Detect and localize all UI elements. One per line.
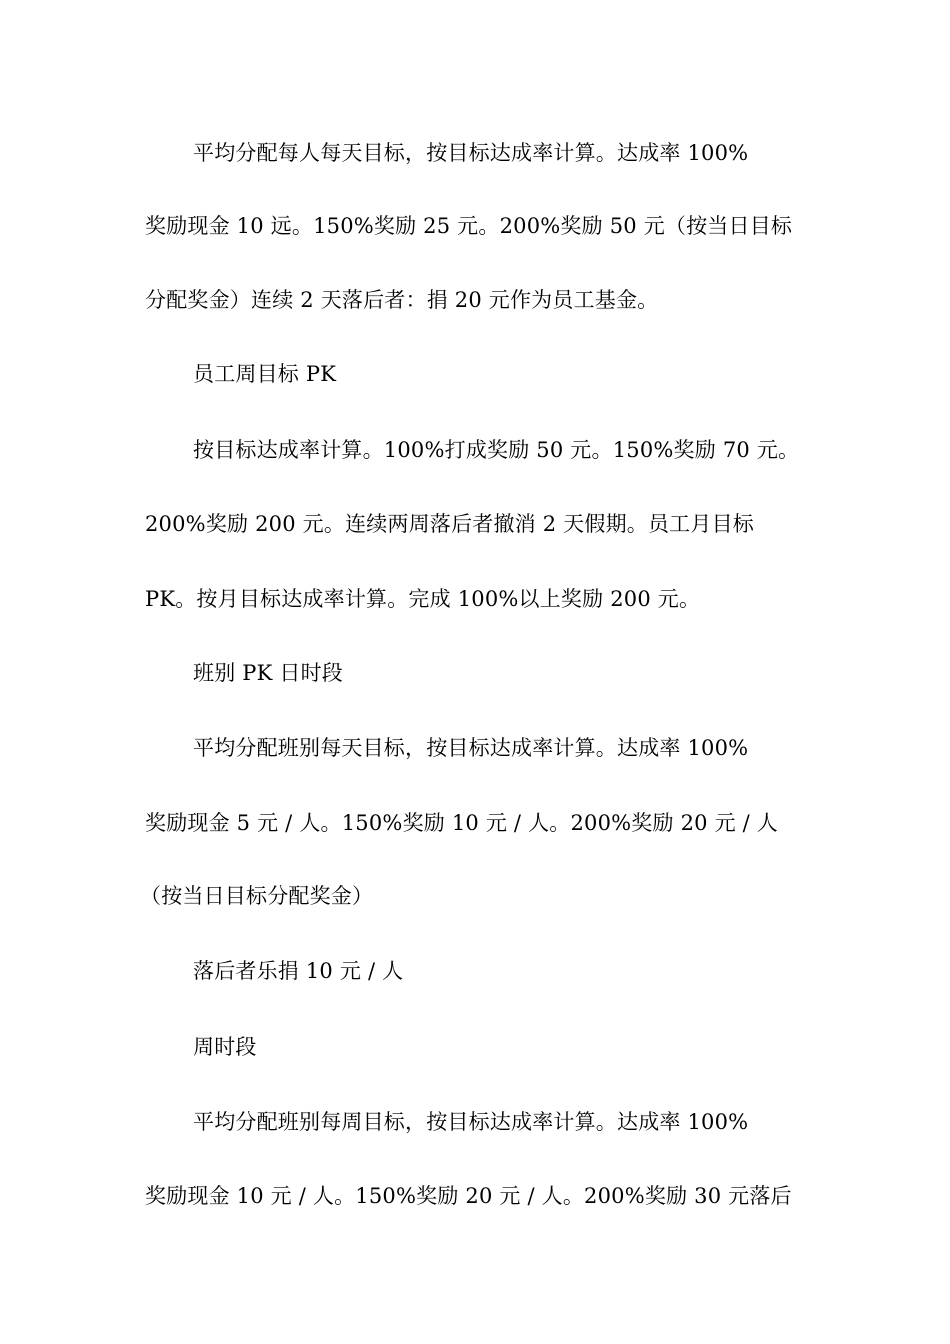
paragraph-line: 平均分配班别每周目标，按目标达成率计算。达成率 100% — [193, 1110, 749, 1134]
paragraph-line: 200%奖励 200 元。连续两周落后者撤消 2 天假期。员工月目标 — [145, 512, 754, 536]
paragraph-line: 平均分配班别每天目标，按目标达成率计算。达成率 100% — [193, 736, 749, 760]
paragraph-line: 分配奖金）连续 2 天落后者：捐 20 元作为员工基金。 — [145, 288, 659, 312]
paragraph-line: PK。按月目标达成率计算。完成 100%以上奖励 200 元。 — [145, 587, 701, 611]
paragraph-line: （按当日目标分配奖金） — [140, 884, 374, 908]
paragraph-line: 奖励现金 10 元 / 人。150%奖励 20 元 / 人。200%奖励 30 元落后 — [145, 1184, 792, 1208]
section-heading: 周时段 — [193, 1035, 257, 1059]
paragraph-line: 落后者乐捐 10 元 / 人 — [193, 959, 404, 983]
section-heading: 班别 PK 日时段 — [193, 661, 343, 685]
paragraph-line: 平均分配每人每天目标，按目标达成率计算。达成率 100% — [193, 141, 749, 165]
paragraph-line: 奖励现金 5 元 / 人。150%奖励 10 元 / 人。200%奖励 20 元 / 人 — [145, 811, 779, 835]
paragraph-line: 奖励现金 10 远。150%奖励 25 元。200%奖励 50 元（按当日目标 — [145, 214, 793, 238]
paragraph-line: 按目标达成率计算。100%打成奖励 50 元。150%奖励 70 元。 — [193, 438, 800, 462]
section-heading: 员工周目标 PK — [193, 362, 337, 386]
